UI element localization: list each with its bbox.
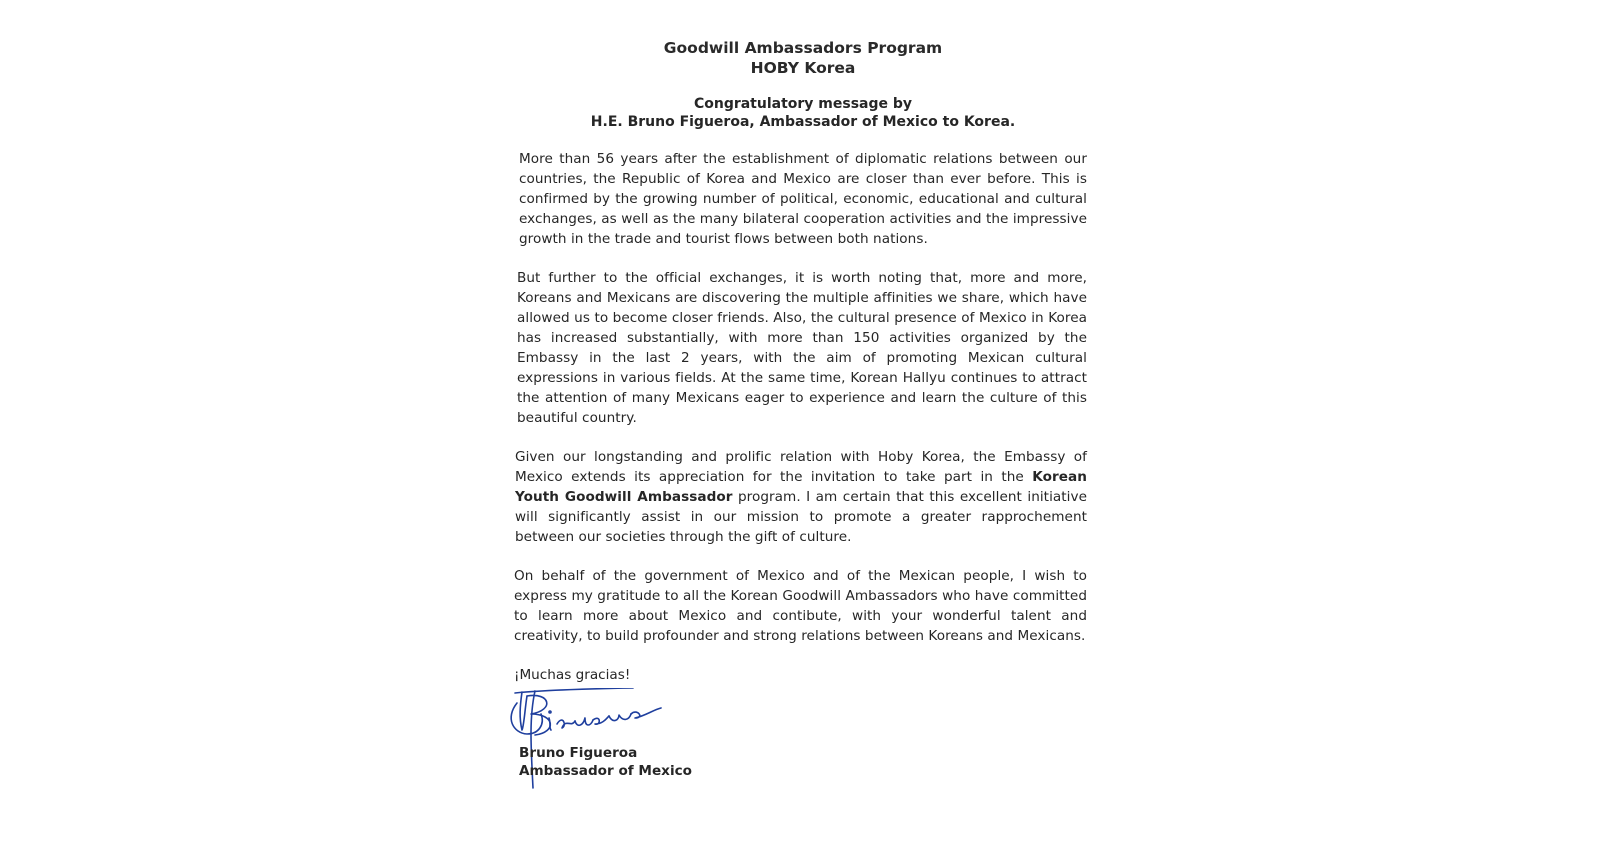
signature-block xyxy=(505,688,705,808)
paragraph-3-rest: program. I am certain that this excellent initiative will significantly assist in our mission to promote a greater rapprochement between our societies through the gift of culture. xyxy=(515,489,1087,545)
signer-title: Ambassador of Mexico xyxy=(519,763,693,779)
letter-subheader xyxy=(519,95,1087,131)
signer xyxy=(519,744,692,780)
closing-line: ¡Muchas gracias! xyxy=(514,667,631,683)
letter-header xyxy=(519,38,1087,78)
author-heading: H.E. Bruno Figueroa, Ambassador of Mexico to Korea. xyxy=(590,114,1016,130)
paragraph-2: But further to the official exchanges, it is worth noting that, more and more, Koreans and Mexicans are discovering the multiple affinities we share, which have allowed us to become closer friends. Also, the cultural presence of Mexico in Korea has increased substantially, with more than 150 activities organized by the Embassy in the last 2 years, with the aim of promoting Mexican cultural expressions in various fields. At the same time, Korean Hallyu continues to attract the attention of many Mexicans eager to experience and learn the culture of this beautiful country. xyxy=(517,270,1087,426)
paragraph-3 xyxy=(515,447,1087,547)
paragraph-3-intro: Given our longstanding and prolific relation with Hoby Korea, the Embassy of Mexico extends its appreciation for the invitation to take part in the xyxy=(515,449,1087,485)
paragraph-1: More than 56 years after the establishment of diplomatic relations between our countries, the Republic of Korea and Mexico are closer than ever before. This is confirmed by the growing number of political, economic, educational and cultural exchanges, as well as the many bilateral cooperation activities and the impressive growth in the trade and tourist flows between both nations. xyxy=(519,151,1087,247)
letter-body xyxy=(514,149,1087,646)
program-title: Goodwill Ambassadors Program xyxy=(663,39,943,57)
program-name-bold: Korean Youth Goodwill Ambassador xyxy=(515,469,1087,505)
signer-name: Bruno Figueroa xyxy=(519,745,638,761)
organization-title: HOBY Korea xyxy=(750,59,856,77)
message-heading: Congratulatory message by xyxy=(693,96,913,112)
paragraph-4: On behalf of the government of Mexico and of the Mexican people, I wish to express my gratitude to all the Korean Goodwill Ambassadors who have committed to learn more about Mexico and contibute, with your wonderful talent and creativity, to build profounder and strong relations between Koreans and Mexicans. xyxy=(514,568,1087,644)
letter xyxy=(514,38,1087,685)
